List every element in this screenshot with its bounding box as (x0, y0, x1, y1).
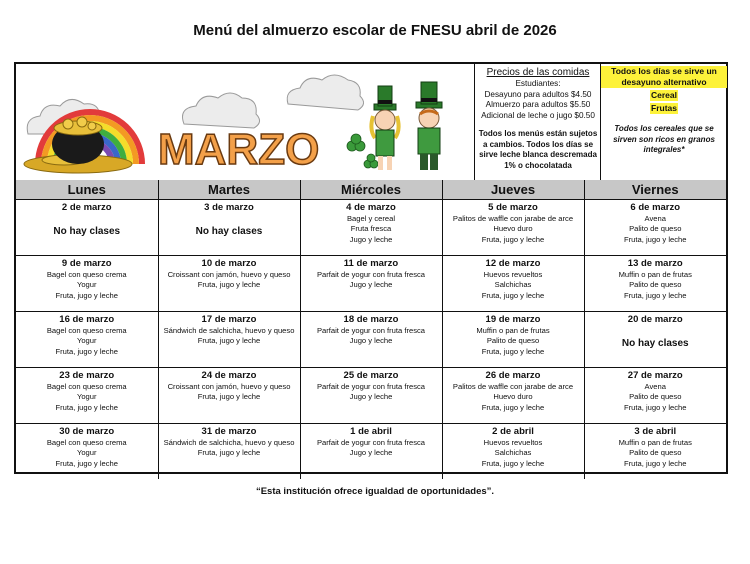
menu-item: Bagel con queso crema (46, 326, 127, 335)
day-date: 20 de marzo (627, 314, 683, 325)
day-date: 3 de marzo (204, 202, 254, 213)
menu-item: Fruta fresca (350, 224, 392, 234)
week-row (16, 312, 726, 368)
weeks-body (16, 200, 726, 480)
price-line: Almuerzo para adultos $5.50 (485, 100, 591, 110)
day-cell (300, 368, 442, 424)
day-cell (16, 312, 158, 368)
price-line: Estudiantes: (515, 79, 561, 88)
week-row (16, 424, 726, 480)
menu-item: Fruta, jugo y leche (55, 402, 118, 412)
leprechaun-boy-icon (416, 82, 442, 170)
day-date: 5 de marzo (488, 202, 538, 213)
menu-frame (14, 62, 728, 474)
menu-item: Fruta, jugo y leche (197, 336, 261, 346)
menu-item: Huevos revueltos (483, 438, 543, 447)
day-cell (16, 368, 158, 424)
day-header-martes: Martes (158, 180, 300, 200)
menu-item: Fruta, jugo y leche (624, 234, 687, 244)
menu-item: Fruta, jugo y leche (481, 234, 545, 244)
day-date: 4 de marzo (346, 202, 396, 213)
menu-item: Fruta, jugo y leche (55, 458, 118, 468)
day-cell (584, 368, 726, 424)
menu-item: Fruta, jugo y leche (197, 448, 261, 458)
no-school-label: No hay clases (621, 338, 689, 349)
menu-item: Fruta, jugo y leche (55, 290, 118, 300)
day-cell (300, 200, 442, 256)
day-cell (584, 200, 726, 256)
whole-grain-note: Todos los cereales que se sirven son ricos en granos integrales* (613, 124, 715, 154)
menu-item: Muffin o pan de frutas (476, 326, 550, 335)
menu-item: Palito de queso (629, 280, 682, 290)
day-cell (300, 256, 442, 312)
day-date: 2 de abril (492, 426, 534, 437)
menu-item: Avena (644, 382, 666, 391)
day-cell (584, 312, 726, 368)
menu-item: Parfait de yogur con fruta fresca (316, 270, 426, 279)
menu-item: Fruta, jugo y leche (481, 290, 545, 300)
marzo-banner (16, 64, 474, 180)
day-cell (584, 256, 726, 312)
day-header-jueves: Jueves (442, 180, 584, 200)
menu-item: Fruta, jugo y leche (481, 346, 545, 356)
day-date: 30 de marzo (59, 426, 115, 437)
no-school-label: No hay clases (195, 226, 263, 237)
day-cell (442, 368, 584, 424)
week-row (16, 368, 726, 424)
day-cell (158, 424, 300, 480)
svg-text:MARZO: MARZO (158, 125, 320, 174)
menu-item: Jugo y leche (349, 448, 393, 458)
day-date: 2 de marzo (61, 202, 112, 213)
menu-item: Yogur (76, 280, 97, 290)
cloud-icon (183, 93, 260, 128)
menu-item: Palito de queso (629, 392, 682, 402)
menu-item: Parfait de yogur con fruta fresca (316, 438, 426, 447)
menu-item: Palito de queso (486, 336, 540, 346)
menu-item: Palito de queso (629, 224, 682, 234)
week-row (16, 256, 726, 312)
day-cell (158, 368, 300, 424)
no-school-label: No hay clases (53, 226, 121, 237)
prices-heading: Precios de las comidas (486, 67, 590, 78)
day-date: 1 de abril (350, 426, 392, 437)
menu-change-note: Todos los menús están sujetos a cambios. Todos los días se sirve leche blanca descremada 1% o chocolatada (478, 129, 598, 170)
menu-item: Jugo y leche (349, 234, 393, 244)
day-date: 16 de marzo (59, 314, 115, 325)
day-cell (300, 424, 442, 480)
day-cell (442, 200, 584, 256)
menu-item: Croissant con jamón, huevo y queso (167, 270, 291, 279)
leprechaun-girl-icon (371, 86, 398, 170)
menu-item: Fruta, jugo y leche (55, 346, 118, 356)
menu-item: Bagel con queso crema (46, 382, 127, 391)
menu-item: Palitos de waffle con jarabe de arce (452, 214, 574, 223)
price-line: Desayuno para adultos $4.50 (484, 89, 592, 99)
day-cell (158, 200, 300, 256)
cloud-icon (287, 75, 363, 110)
menu-item: Palito de queso (629, 448, 682, 458)
day-header-viernes: Viernes (584, 180, 726, 200)
day-cell (442, 256, 584, 312)
menu-item: Jugo y leche (349, 336, 393, 346)
menu-item: Croissant con jamón, huevo y queso (167, 382, 291, 391)
menu-item: Yogur (76, 336, 97, 346)
alternative-cereal: Cereal (651, 90, 677, 100)
menu-item: Fruta, jugo y leche (624, 402, 687, 412)
pot-of-gold-icon (52, 117, 104, 164)
day-date: 27 de marzo (627, 370, 683, 381)
day-date: 9 de marzo (61, 258, 112, 269)
day-date: 18 de marzo (343, 314, 399, 325)
day-date: 11 de marzo (343, 258, 399, 269)
day-header-miercoles: Miércoles (300, 180, 442, 200)
menu-calendar-table (16, 180, 726, 479)
menu-item: Yogur (76, 392, 97, 402)
equal-opportunity-statement: “Esta institución ofrece igualdad de oportunidades”. (255, 486, 495, 497)
menu-item: Fruta, jugo y leche (624, 458, 687, 468)
menu-item: Bagel con queso crema (46, 438, 127, 447)
day-date: 23 de marzo (59, 370, 115, 381)
day-cell (16, 256, 158, 312)
menu-item: Fruta, jugo y leche (624, 290, 687, 300)
shamrock-icon (347, 134, 365, 151)
alternative-fruits: Frutas (651, 103, 677, 113)
meal-prices-box (474, 64, 601, 180)
menu-item: Salchichas (494, 448, 532, 458)
menu-item: Fruta, jugo y leche (197, 392, 261, 402)
day-cell (16, 200, 158, 256)
alternative-breakfast-line: Todos los días se sirve un desayuno alternativo (601, 66, 727, 88)
header-row (16, 64, 726, 182)
menu-item: Parfait de yogur con fruta fresca (316, 326, 426, 335)
menu-item: Huevo duro (493, 392, 533, 402)
menu-item: Bagel y cereal (346, 214, 396, 223)
menu-item: Yogur (76, 448, 97, 458)
day-cell (16, 424, 158, 480)
menu-item: Muffin o pan de frutas (618, 270, 692, 279)
page-title: Menú del almuerzo escolar de FNESU abril de 2026 (193, 22, 557, 39)
day-header-row (16, 180, 726, 200)
day-cell (300, 312, 442, 368)
menu-item: Huevos revueltos (483, 270, 543, 279)
day-cell (158, 312, 300, 368)
day-date: 13 de marzo (627, 258, 683, 269)
day-date: 6 de marzo (630, 202, 681, 213)
menu-item: Jugo y leche (349, 280, 393, 290)
day-cell (158, 256, 300, 312)
day-date: 31 de marzo (201, 426, 257, 437)
day-date: 12 de marzo (485, 258, 541, 269)
menu-item: Palitos de waffle con jarabe de arce (452, 382, 574, 391)
day-date: 10 de marzo (201, 258, 257, 269)
day-date: 3 de abril (634, 426, 677, 437)
menu-item: Jugo y leche (349, 392, 393, 402)
banner-illustration (16, 64, 474, 180)
day-header-lunes: Lunes (16, 180, 158, 200)
menu-item: Bagel con queso crema (46, 270, 127, 279)
day-date: 19 de marzo (485, 314, 541, 325)
menu-item: Sándwich de salchicha, huevo y queso (163, 438, 295, 447)
week-row (16, 200, 726, 256)
menu-item: Avena (644, 214, 666, 223)
day-date: 24 de marzo (201, 370, 257, 381)
menu-item: Sándwich de salchicha, huevo y queso (163, 326, 295, 335)
menu-item: Huevo duro (493, 224, 533, 234)
day-date: 17 de marzo (201, 314, 257, 325)
day-cell (442, 424, 584, 480)
day-cell (442, 312, 584, 368)
menu-item: Salchichas (494, 280, 532, 290)
menu-item: Fruta, jugo y leche (481, 402, 545, 412)
day-date: 26 de marzo (485, 370, 541, 381)
menu-item: Fruta, jugo y leche (197, 280, 261, 290)
menu-item: Muffin o pan de frutas (618, 438, 692, 447)
alternative-breakfast-box (600, 64, 727, 180)
menu-item: Parfait de yogur con fruta fresca (316, 382, 426, 391)
price-line: Adicional de leche o jugo $0.50 (481, 110, 595, 120)
marzo-title-art (158, 125, 319, 174)
day-cell (584, 424, 726, 480)
menu-item: Fruta, jugo y leche (481, 458, 545, 468)
day-date: 25 de marzo (343, 370, 399, 381)
